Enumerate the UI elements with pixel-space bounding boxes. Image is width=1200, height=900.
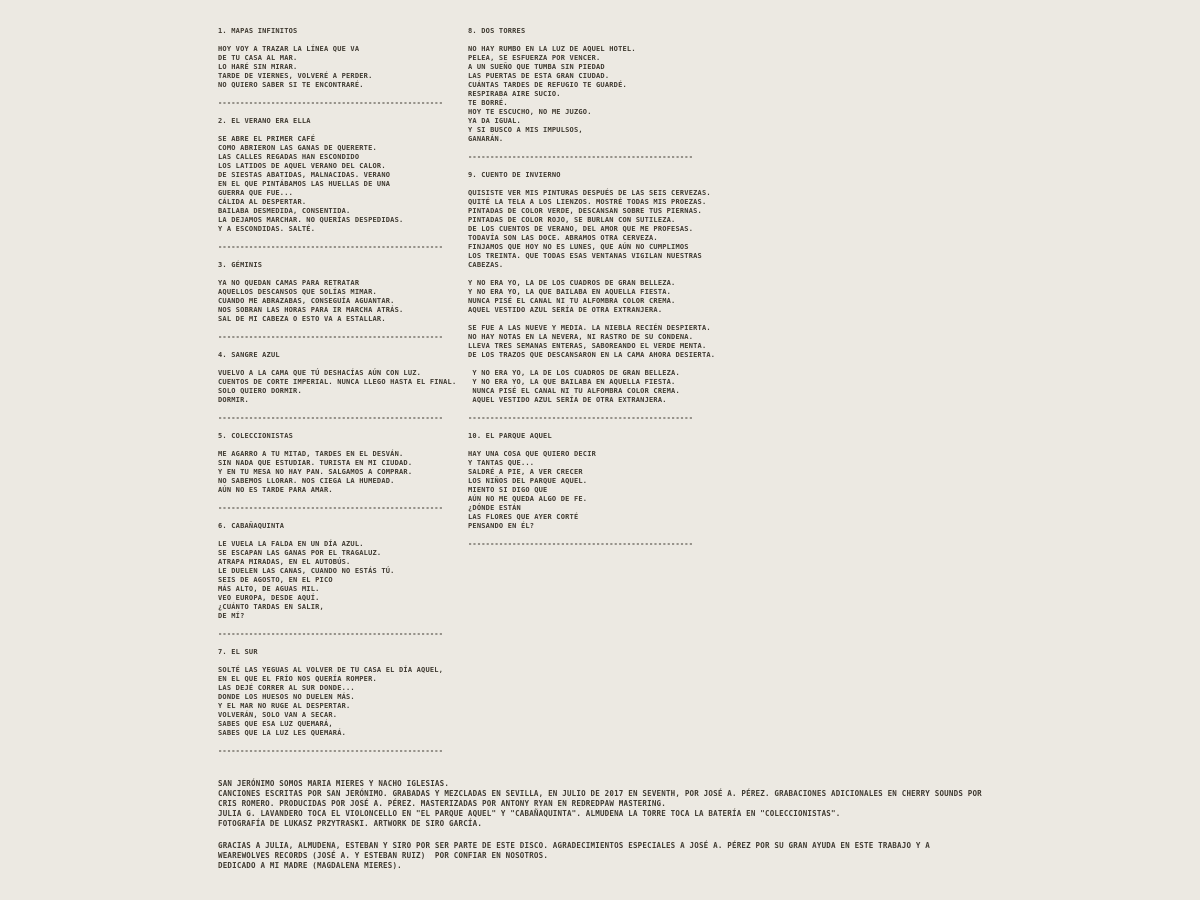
lyric-line: SE FUE A LAS NUEVE Y MEDIA. LA NIEBLA RECIÉN DESPIERTA. <box>468 324 711 332</box>
lyric-line: FINJAMOS QUE HOY NO ES LUNES, QUE AÚN NO CUMPLIMOS <box>468 243 689 251</box>
song-title: 3. GÉMINIS <box>218 261 263 269</box>
lyric-line: SABES QUE LA LUZ LES QUEMARÁ. <box>218 729 347 737</box>
song-block <box>218 432 448 513</box>
lyric-line: YA DA IGUAL. <box>468 117 521 125</box>
credits-paragraph-production <box>218 779 982 829</box>
lyric-line: PINTADAS DE COLOR ROJO, SE BURLAN CON SUTILEZA. <box>468 216 676 224</box>
song-title: 7. EL SUR <box>218 648 258 656</box>
dashed-separator: --------------------------------------------------- <box>218 630 444 638</box>
lyric-line: VOLVERÁN, SOLO VAN A SECAR. <box>218 711 338 719</box>
lyric-line: YA NO QUEDAN CAMAS PARA RETRATAR <box>218 279 360 287</box>
lyric-line: PELEA, SE ESFUERZA POR VENCER. <box>468 54 601 62</box>
lyric-line: CUANDO ME ABRAZABAS, CONSEGUÍA AGUANTAR. <box>218 297 395 305</box>
lyric-line: NO QUIERO SABER SI TE ENCONTRARÉ. <box>218 81 364 89</box>
lyric-line: ¿CUÁNTO TARDAS EN SALIR, <box>218 603 324 611</box>
lyric-line: CUÁNTAS TARDES DE REFUGIO TE GUARDÉ. <box>468 81 627 89</box>
lyric-line: CUENTOS DE CORTE IMPERIAL. NUNCA LLEGO HASTA EL FINAL. <box>218 378 457 386</box>
credits-block <box>218 779 982 871</box>
lyric-line: SOLO QUIERO DORMIR. <box>218 387 302 395</box>
credits-paragraph-thanks <box>218 841 982 871</box>
lyric-line: LAS PUERTAS DE ESTA GRAN CIUDAD. <box>468 72 610 80</box>
lyric-line: LOS TREINTA. QUE TODAS ESAS VENTANAS VIGILAN NUESTRAS <box>468 252 702 260</box>
credits-line: WEAREWOLVES RECORDS (JOSÉ A. Y ESTEBAN RUIZ) POR CONFIAR EN NOSOTROS. <box>218 851 549 860</box>
stanza <box>218 279 448 324</box>
credits-line: JULIA G. LAVANDERO TOCA EL VIOLONCELLO EN "EL PARQUE AQUEL" Y "CABAÑAQUINTA". ALMUDENA LA TORRE TOCA LA BATERÍA EN "COLECCIONISTAS". <box>218 809 841 818</box>
lyric-line: Y NO ERA YO, LA QUE BAILABA EN AQUELLA FIESTA. <box>468 288 672 296</box>
lyric-line: VEO EUROPA, DESDE AQUÍ. <box>218 594 320 602</box>
credits-line: DEDICADO A MI MADRE (MAGDALENA MIERES). <box>218 861 402 870</box>
stanza <box>218 540 448 621</box>
stanza <box>468 324 728 360</box>
song-title: 6. CABAÑAQUINTA <box>218 522 285 530</box>
lyric-line: NUNCA PISÉ EL CANAL NI TU ALFOMBRA COLOR CREMA. <box>468 297 676 305</box>
lyrics-column-left <box>218 27 457 765</box>
lyric-line: NO HAY NOTAS EN LA NEVERA, NI RASTRO DE SU CONDENA. <box>468 333 694 341</box>
lyric-line: ME AGARRO A TU MITAD, TARDES EN EL DESVÁN. <box>218 450 404 458</box>
lyric-line: RESPIRABA AIRE SUCIO. <box>468 90 561 98</box>
lyric-line: Y A ESCONDIDAS. SALTÉ. <box>218 225 316 233</box>
lyrics-column-right <box>468 27 728 558</box>
lyric-line: LA DEJAMOS MARCHAR. NO QUERÍAS DESPEDIDAS. <box>218 216 404 224</box>
song-title: 5. COLECCIONISTAS <box>218 432 294 440</box>
lyric-line: CÁLIDA AL DESPERTAR. <box>218 198 307 206</box>
lyric-line: DE SIESTAS ABATIDAS, MALNACIDAS. VERANO <box>218 171 391 179</box>
credits-line: CANCIONES ESCRITAS POR SAN JERÓNIMO. GRABADAS Y MEZCLADAS EN SEVILLA, EN JULIO DE 2017 EN SEVENTH, POR JOSÉ A. PÉREZ. GRABACIONES ADICIONALES EN CHERRY SOUNDS POR <box>218 789 982 798</box>
lyric-line: COMO ABRIERON LAS GANAS DE QUERERTE. <box>218 144 377 152</box>
lyric-line: Y SI BUSCO A MIS IMPULSOS, <box>468 126 583 134</box>
lyric-line: MÁS ALTO, DE AGUAS MIL. <box>218 585 320 593</box>
stanza <box>218 369 457 405</box>
song-block <box>218 27 448 108</box>
song-block <box>218 522 448 639</box>
lyric-line: AQUELLOS DESCANSOS QUE SOLÍAS MIMAR. <box>218 288 377 296</box>
lyric-line: LAS CALLES REGADAS HAN ESCONDIDO <box>218 153 360 161</box>
lyric-line: LOS LATIDOS DE AQUEL VERANO DEL CALOR. <box>218 162 386 170</box>
lyric-line: SOLTÉ LAS YEGUAS AL VOLVER DE TU CASA EL DÍA AQUEL, <box>218 666 444 674</box>
lyric-line: NO SABEMOS LLORAR. NOS CIEGA LA HUMEDAD. <box>218 477 395 485</box>
lyric-line: VUELVO A LA CAMA QUE TÚ DESHACÍAS AÚN CON LUZ. <box>218 369 422 377</box>
lyric-line: GUERRA QUE FUE... <box>218 189 294 197</box>
lyric-line: Y EN TU MESA NO HAY PAN. SALGAMOS A COMPRAR. <box>218 468 413 476</box>
lyric-line: HOY VOY A TRAZAR LA LÍNEA QUE VA <box>218 45 360 53</box>
lyric-line: NUNCA PISÉ EL CANAL NI TU ALFOMBRA COLOR CREMA. <box>468 387 680 395</box>
stanza <box>218 135 448 234</box>
dashed-separator: --------------------------------------------------- <box>468 153 694 161</box>
lyric-line: Y NO ERA YO, LA DE LOS CUADROS DE GRAN BELLEZA. <box>468 369 680 377</box>
lyric-line: TODAVÍA SON LAS DOCE. ABRAMOS OTRA CERVEZA. <box>468 234 658 242</box>
song-block <box>218 351 457 423</box>
song-title: 9. CUENTO DE INVIERNO <box>468 171 561 179</box>
lyric-line: QUISISTE VER MIS PINTURAS DESPUÉS DE LAS SEIS CERVEZAS. <box>468 189 711 197</box>
song-block <box>218 117 448 252</box>
lyric-line: DE LOS TRAZOS QUE DESCANSARON EN LA CAMA AHORA DESIERTA. <box>468 351 716 359</box>
stanza <box>468 45 728 144</box>
lyric-line: AÚN NO ES TARDE PARA AMAR. <box>218 486 333 494</box>
lyric-line: LAS FLORES QUE AYER CORTÉ <box>468 513 579 521</box>
lyric-line: LOS NIÑOS DEL PARQUE AQUEL. <box>468 477 588 485</box>
lyric-line: Y NO ERA YO, LA DE LOS CUADROS DE GRAN BELLEZA. <box>468 279 676 287</box>
lyric-line: CABEZAS. <box>468 261 504 269</box>
song-title: 2. EL VERANO ERA ELLA <box>218 117 311 125</box>
lyric-line: AÚN NO ME QUEDA ALGO DE FE. <box>468 495 588 503</box>
lyric-line: SIN NADA QUE ESTUDIAR. TURISTA EN MI CIUDAD. <box>218 459 413 467</box>
credits-line: CRIS ROMERO. PRODUCIDAS POR JOSÉ A. PÉREZ. MASTERIZADAS POR ANTONY RYAN EN REDREDPAW MASTERING. <box>218 799 666 808</box>
lyric-line: LAS DEJÉ CORRER AL SUR DONDE... <box>218 684 355 692</box>
stanza <box>468 279 728 315</box>
lyric-line: ¿DÓNDE ESTÁN <box>468 504 521 512</box>
song-title: 1. MAPAS INFINITOS <box>218 27 298 35</box>
lyric-line: EN EL QUE PINTÁBAMOS LAS HUELLAS DE UNA <box>218 180 391 188</box>
lyric-line: MIENTO SI DIGO QUE <box>468 486 548 494</box>
lyric-line: SE ESCAPAN LAS GANAS POR EL TRAGALUZ. <box>218 549 382 557</box>
lyric-line: HOY TE ESCUCHO, NO ME JUZGO. <box>468 108 592 116</box>
lyric-line: ATRAPA MIRADAS, EN EL AUTOBÚS. <box>218 558 351 566</box>
stanza <box>218 45 448 90</box>
lyric-line: Y NO ERA YO, LA QUE BAILABA EN AQUELLA FIESTA. <box>468 378 676 386</box>
lyric-line: QUITÉ LA TELA A LOS LIENZOS. MOSTRÉ TODAS MIS PROEZAS. <box>468 198 707 206</box>
song-title: 4. SANGRE AZUL <box>218 351 280 359</box>
song-block <box>218 648 448 756</box>
lyric-line: SAL DE MI CABEZA O ESTO VA A ESTALLAR. <box>218 315 386 323</box>
credits-line: SAN JERÓNIMO SOMOS MARIA MIERES Y NACHO IGLESIAS. <box>218 779 450 788</box>
lyric-line: DE LOS CUENTOS DE VERANO, DEL AMOR QUE ME PROFESAS. <box>468 225 694 233</box>
stanza <box>218 450 448 495</box>
dashed-separator: --------------------------------------------------- <box>468 414 694 422</box>
stanza <box>468 189 728 270</box>
credits-line: GRACIAS A JULIA, ALMUDENA, ESTEBAN Y SIRO POR SER PARTE DE ESTE DISCO. AGRADECIMIENTOS ESPECIALES A JOSÉ A. PÉREZ POR SU GRAN AYUDA EN ESTE TRABAJO Y A <box>218 841 931 850</box>
lyric-line: EN EL QUE EL FRÍO NOS QUERÍA ROMPER. <box>218 675 377 683</box>
dashed-separator: --------------------------------------------------- <box>468 540 694 548</box>
stanza <box>468 450 728 531</box>
credits-line: FOTOGRAFÍA DE LUKASZ PRZYTRASKI. ARTWORK DE SIRO GARCÍA. <box>218 819 483 828</box>
lyric-line: NOS SOBRAN LAS HORAS PARA IR MARCHA ATRÁS. <box>218 306 404 314</box>
dashed-separator: --------------------------------------------------- <box>218 333 444 341</box>
lyric-line: AQUEL VESTIDO AZUL SERÍA DE OTRA EXTRANJERA. <box>468 306 663 314</box>
lyric-line: DE TU CASA AL MAR. <box>218 54 298 62</box>
lyric-line: TE BORRÉ. <box>468 99 508 107</box>
song-block <box>468 171 728 423</box>
song-block <box>468 27 728 162</box>
lyric-line: LO HARÉ SIN MIRAR. <box>218 63 298 71</box>
stanza <box>218 666 448 738</box>
lyric-line: NO HAY RUMBO EN LA LUZ DE AQUEL HOTEL. <box>468 45 636 53</box>
dashed-separator: --------------------------------------------------- <box>218 243 444 251</box>
stanza <box>468 369 728 405</box>
lyric-line: TARDE DE VIERNES, VOLVERÉ A PERDER. <box>218 72 373 80</box>
lyric-line: Y EL MAR NO RUGE AL DESPERTAR. <box>218 702 351 710</box>
lyric-line: SABES QUE ESA LUZ QUEMARÁ, <box>218 720 333 728</box>
song-block <box>468 432 728 549</box>
lyric-line: LLEVA TRES SEMANAS ENTERAS, SABOREANDO EL VERDE MENTA. <box>468 342 707 350</box>
lyric-line: AQUEL VESTIDO AZUL SERÍA DE OTRA EXTRANJERA. <box>468 396 667 404</box>
song-title: 10. EL PARQUE AQUEL <box>468 432 552 440</box>
song-block <box>218 261 448 342</box>
lyric-line: PENSANDO EN ÉL? <box>468 522 535 530</box>
lyric-line: DONDE LOS HUESOS NO DUELEN MÁS. <box>218 693 355 701</box>
lyric-line: A UN SUEÑO QUE TUMBA SIN PIEDAD <box>468 63 605 71</box>
lyric-line: PINTADAS DE COLOR VERDE, DESCANSAN SOBRE TUS PIERNAS. <box>468 207 702 215</box>
dashed-separator: --------------------------------------------------- <box>218 414 444 422</box>
lyric-line: DORMIR. <box>218 396 249 404</box>
lyric-line: GANARÁN. <box>468 135 504 143</box>
lyric-line: LE DUELEN LAS CANAS, CUANDO NO ESTÁS TÚ. <box>218 567 395 575</box>
lyric-line: LE VUELA LA FALDA EN UN DÍA AZUL. <box>218 540 364 548</box>
lyric-line: SALDRÉ A PIE, A VER CRECER <box>468 468 583 476</box>
song-title: 8. DOS TORRES <box>468 27 526 35</box>
lyric-line: BAILABA DESMEDIDA, CONSENTIDA. <box>218 207 351 215</box>
dashed-separator: --------------------------------------------------- <box>218 747 444 755</box>
lyric-line: DE MÍ? <box>218 612 245 620</box>
lyric-line: Y TANTAS QUE... <box>468 459 535 467</box>
lyric-line: SE ABRE EL PRIMER CAFÉ <box>218 135 316 143</box>
lyric-line: HAY UNA COSA QUE QUIERO DECIR <box>468 450 597 458</box>
lyric-line: SEIS DE AGOSTO, EN EL PICO <box>218 576 333 584</box>
dashed-separator: --------------------------------------------------- <box>218 504 444 512</box>
dashed-separator: --------------------------------------------------- <box>218 99 444 107</box>
